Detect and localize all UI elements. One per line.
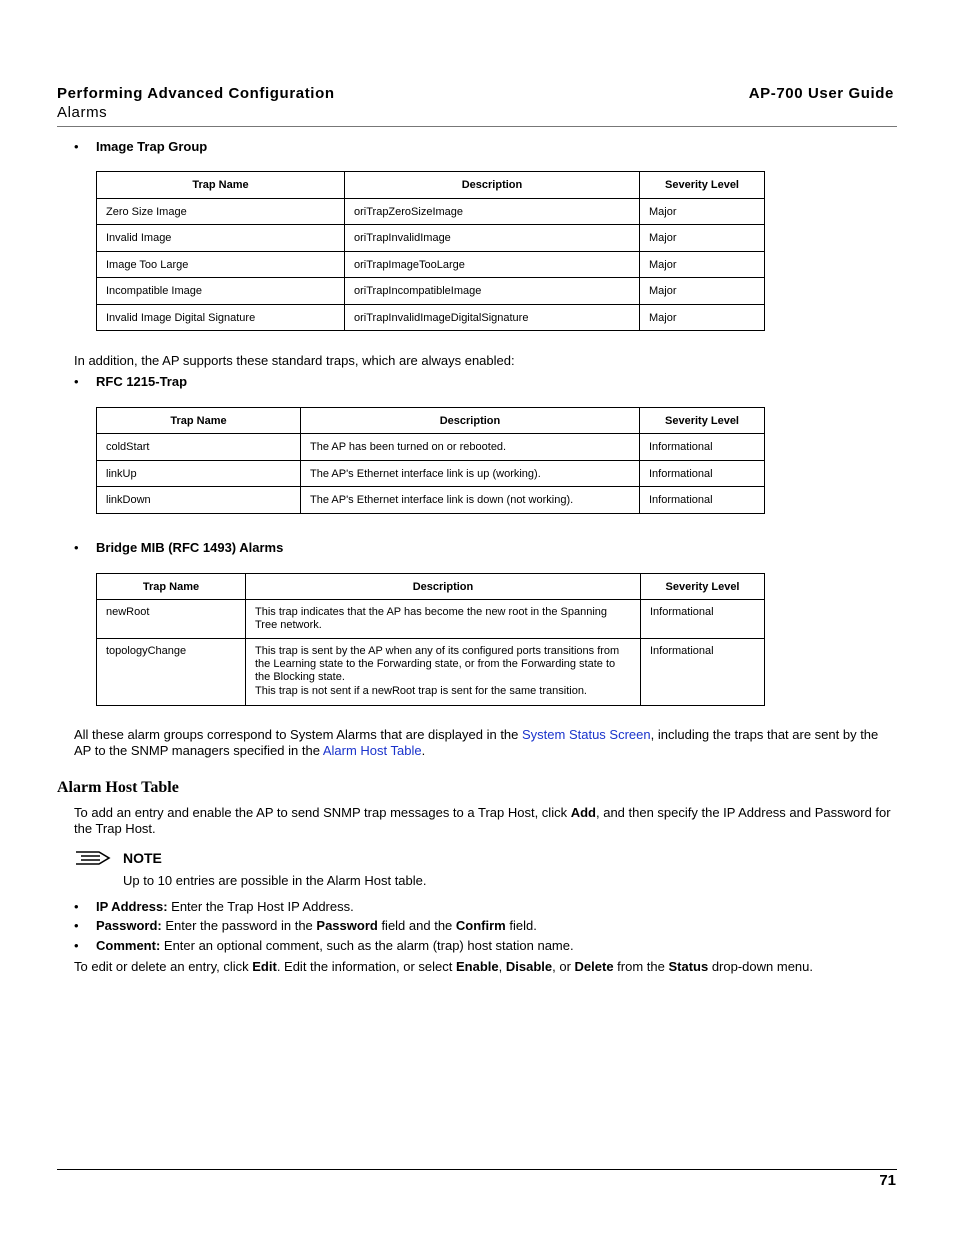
table-row <box>97 278 765 305</box>
intro-text: , and then specify the IP Address and Password for the Trap Host. <box>74 805 891 836</box>
bullet-marker: • <box>74 139 79 154</box>
severity-cell: Informational <box>641 639 765 706</box>
intro-text: To add an entry and enable the AP to send SNMP trap messages to a Trap Host, click <box>74 805 571 820</box>
bridge-mib-heading: Bridge MIB (RFC 1493) Alarms <box>96 540 284 555</box>
add-keyword: Add <box>570 805 596 820</box>
trap-name-cell: topologyChange <box>97 639 246 706</box>
edit-text: , <box>498 959 506 974</box>
status-keyword: Status <box>668 959 709 974</box>
alarm-host-intro <box>74 805 898 837</box>
image-trap-group-heading: Image Trap Group <box>96 139 208 154</box>
description-cell: oriTrapIncompatibleImage <box>345 278 640 305</box>
severity-cell: Major <box>640 278 765 305</box>
trap-name-cell: newRoot <box>97 600 246 639</box>
bullet-comment <box>74 938 774 954</box>
note-label: NOTE <box>123 850 162 866</box>
summary-text: All these alarm groups correspond to System Alarms that are displayed in the <box>74 727 522 742</box>
image-trap-table <box>96 171 765 331</box>
rfc1215-trap-table <box>96 407 765 514</box>
password-item <box>96 918 537 933</box>
password-label: Password: <box>96 918 162 933</box>
summary-text: . <box>421 743 426 758</box>
description-cell: oriTrapZeroSizeImage <box>345 199 640 225</box>
enable-keyword: Enable <box>456 959 499 974</box>
comment-item <box>96 938 574 953</box>
edit-instructions <box>74 959 898 975</box>
description-cell: oriTrapInvalidImageDigitalSignature <box>345 305 640 331</box>
description-cell <box>246 600 641 639</box>
column-header: Severity Level <box>641 574 765 600</box>
bullet-marker: • <box>74 899 79 914</box>
subsection-title: Alarms <box>57 104 108 121</box>
table-header-row <box>97 574 765 600</box>
table-row <box>97 225 765 252</box>
column-header: Severity Level <box>640 172 765 199</box>
column-header: Description <box>301 408 640 434</box>
item-text: Enter the password in the <box>161 918 317 933</box>
bullet-bridge-mib <box>74 540 474 556</box>
severity-cell: Major <box>640 305 765 331</box>
table-row <box>97 639 765 706</box>
table-row <box>97 252 765 278</box>
description-cell: The AP's Ethernet interface link is down (not working). <box>301 487 640 514</box>
column-header: Description <box>345 172 640 199</box>
edit-text: , or <box>552 959 575 974</box>
trap-name-cell: Incompatible Image <box>97 278 345 305</box>
table-row <box>97 600 765 639</box>
item-text: field. <box>505 918 537 933</box>
description-text: This trap is sent by the AP when any of its configured ports transitions from the Learning state to the Forwarding state, or from the Forwarding state to the Blocking state. <box>255 645 620 683</box>
severity-cell: Major <box>640 199 765 225</box>
severity-cell: Informational <box>640 461 765 487</box>
bullet-marker: • <box>74 918 79 933</box>
description-text: This trap is not sent if a newRoot trap is sent for the same transition. <box>255 685 587 697</box>
ip-address-item <box>96 899 354 914</box>
description-cell: oriTrapInvalidImage <box>345 225 640 252</box>
bullet-marker: • <box>74 374 79 389</box>
alarm-host-table-heading: Alarm Host Table <box>57 779 179 796</box>
bullet-rfc1215 <box>74 374 474 390</box>
note-text: Up to 10 entries are possible in the Alarm Host table. <box>123 873 427 888</box>
header-divider <box>57 126 897 127</box>
column-header: Severity Level <box>640 408 765 434</box>
summary-text: , including the traps that are sent by the AP to the SNMP managers specified in the <box>74 727 879 758</box>
description-cell <box>246 639 641 706</box>
edit-keyword: Edit <box>252 959 277 974</box>
bullet-marker: • <box>74 938 79 953</box>
severity-cell: Major <box>640 225 765 252</box>
severity-cell: Informational <box>641 600 765 639</box>
footer-divider <box>57 1169 897 1170</box>
trap-name-cell: coldStart <box>97 434 301 461</box>
disable-keyword: Disable <box>505 959 553 974</box>
system-status-screen-link[interactable]: System Status Screen <box>522 727 651 742</box>
description-cell: The AP's Ethernet interface link is up (working). <box>301 461 640 487</box>
page-number: 71 <box>879 1172 896 1189</box>
table-header-row <box>97 408 765 434</box>
confirm-keyword: Confirm <box>455 918 506 933</box>
table-row <box>97 199 765 225</box>
severity-cell: Informational <box>640 487 765 514</box>
edit-text: To edit or delete an entry, click <box>74 959 253 974</box>
trap-name-cell: Zero Size Image <box>97 199 345 225</box>
comment-label: Comment: <box>96 938 161 953</box>
password-keyword: Password <box>316 918 378 933</box>
item-text: Enter the Trap Host IP Address. <box>167 899 354 914</box>
table-row <box>97 461 765 487</box>
trap-name-cell: linkUp <box>97 461 301 487</box>
bullet-password <box>74 918 774 934</box>
rfc1215-heading: RFC 1215-Trap <box>96 374 188 389</box>
item-text: field and the <box>377 918 456 933</box>
guide-title: AP-700 User Guide <box>748 85 894 102</box>
column-header: Trap Name <box>97 408 301 434</box>
summary-paragraph <box>74 727 898 759</box>
trap-name-cell: linkDown <box>97 487 301 514</box>
bullet-ip-address <box>74 899 774 915</box>
column-header: Trap Name <box>97 574 246 600</box>
bullet-marker: • <box>74 540 79 555</box>
alarm-host-table-link[interactable]: Alarm Host Table <box>322 743 422 758</box>
column-header: Trap Name <box>97 172 345 199</box>
table-row <box>97 487 765 514</box>
column-header: Description <box>246 574 641 600</box>
edit-text: drop-down menu. <box>708 959 813 974</box>
trap-name-cell: Image Too Large <box>97 252 345 278</box>
table-row <box>97 434 765 461</box>
table-row <box>97 305 765 331</box>
trap-name-cell: Invalid Image Digital Signature <box>97 305 345 331</box>
trap-name-cell: Invalid Image <box>97 225 345 252</box>
delete-keyword: Delete <box>574 959 614 974</box>
severity-cell: Informational <box>640 434 765 461</box>
bullet-image-trap-group <box>74 139 474 155</box>
note-arrow-icon <box>75 850 111 866</box>
section-title: Performing Advanced Configuration <box>57 85 335 102</box>
description-text: This trap indicates that the AP has become the new root in the Spanning Tree network. <box>255 606 608 631</box>
standard-traps-intro: In addition, the AP supports these standard traps, which are always enabled: <box>74 353 515 368</box>
description-cell: oriTrapImageTooLarge <box>345 252 640 278</box>
bridge-mib-trap-table <box>96 573 765 706</box>
severity-cell: Major <box>640 252 765 278</box>
ip-address-label: IP Address: <box>96 899 168 914</box>
edit-text: . Edit the information, or select <box>276 959 457 974</box>
item-text: Enter an optional comment, such as the alarm (trap) host station name. <box>160 938 574 953</box>
table-header-row <box>97 172 765 199</box>
description-cell: The AP has been turned on or rebooted. <box>301 434 640 461</box>
edit-text: from the <box>613 959 669 974</box>
